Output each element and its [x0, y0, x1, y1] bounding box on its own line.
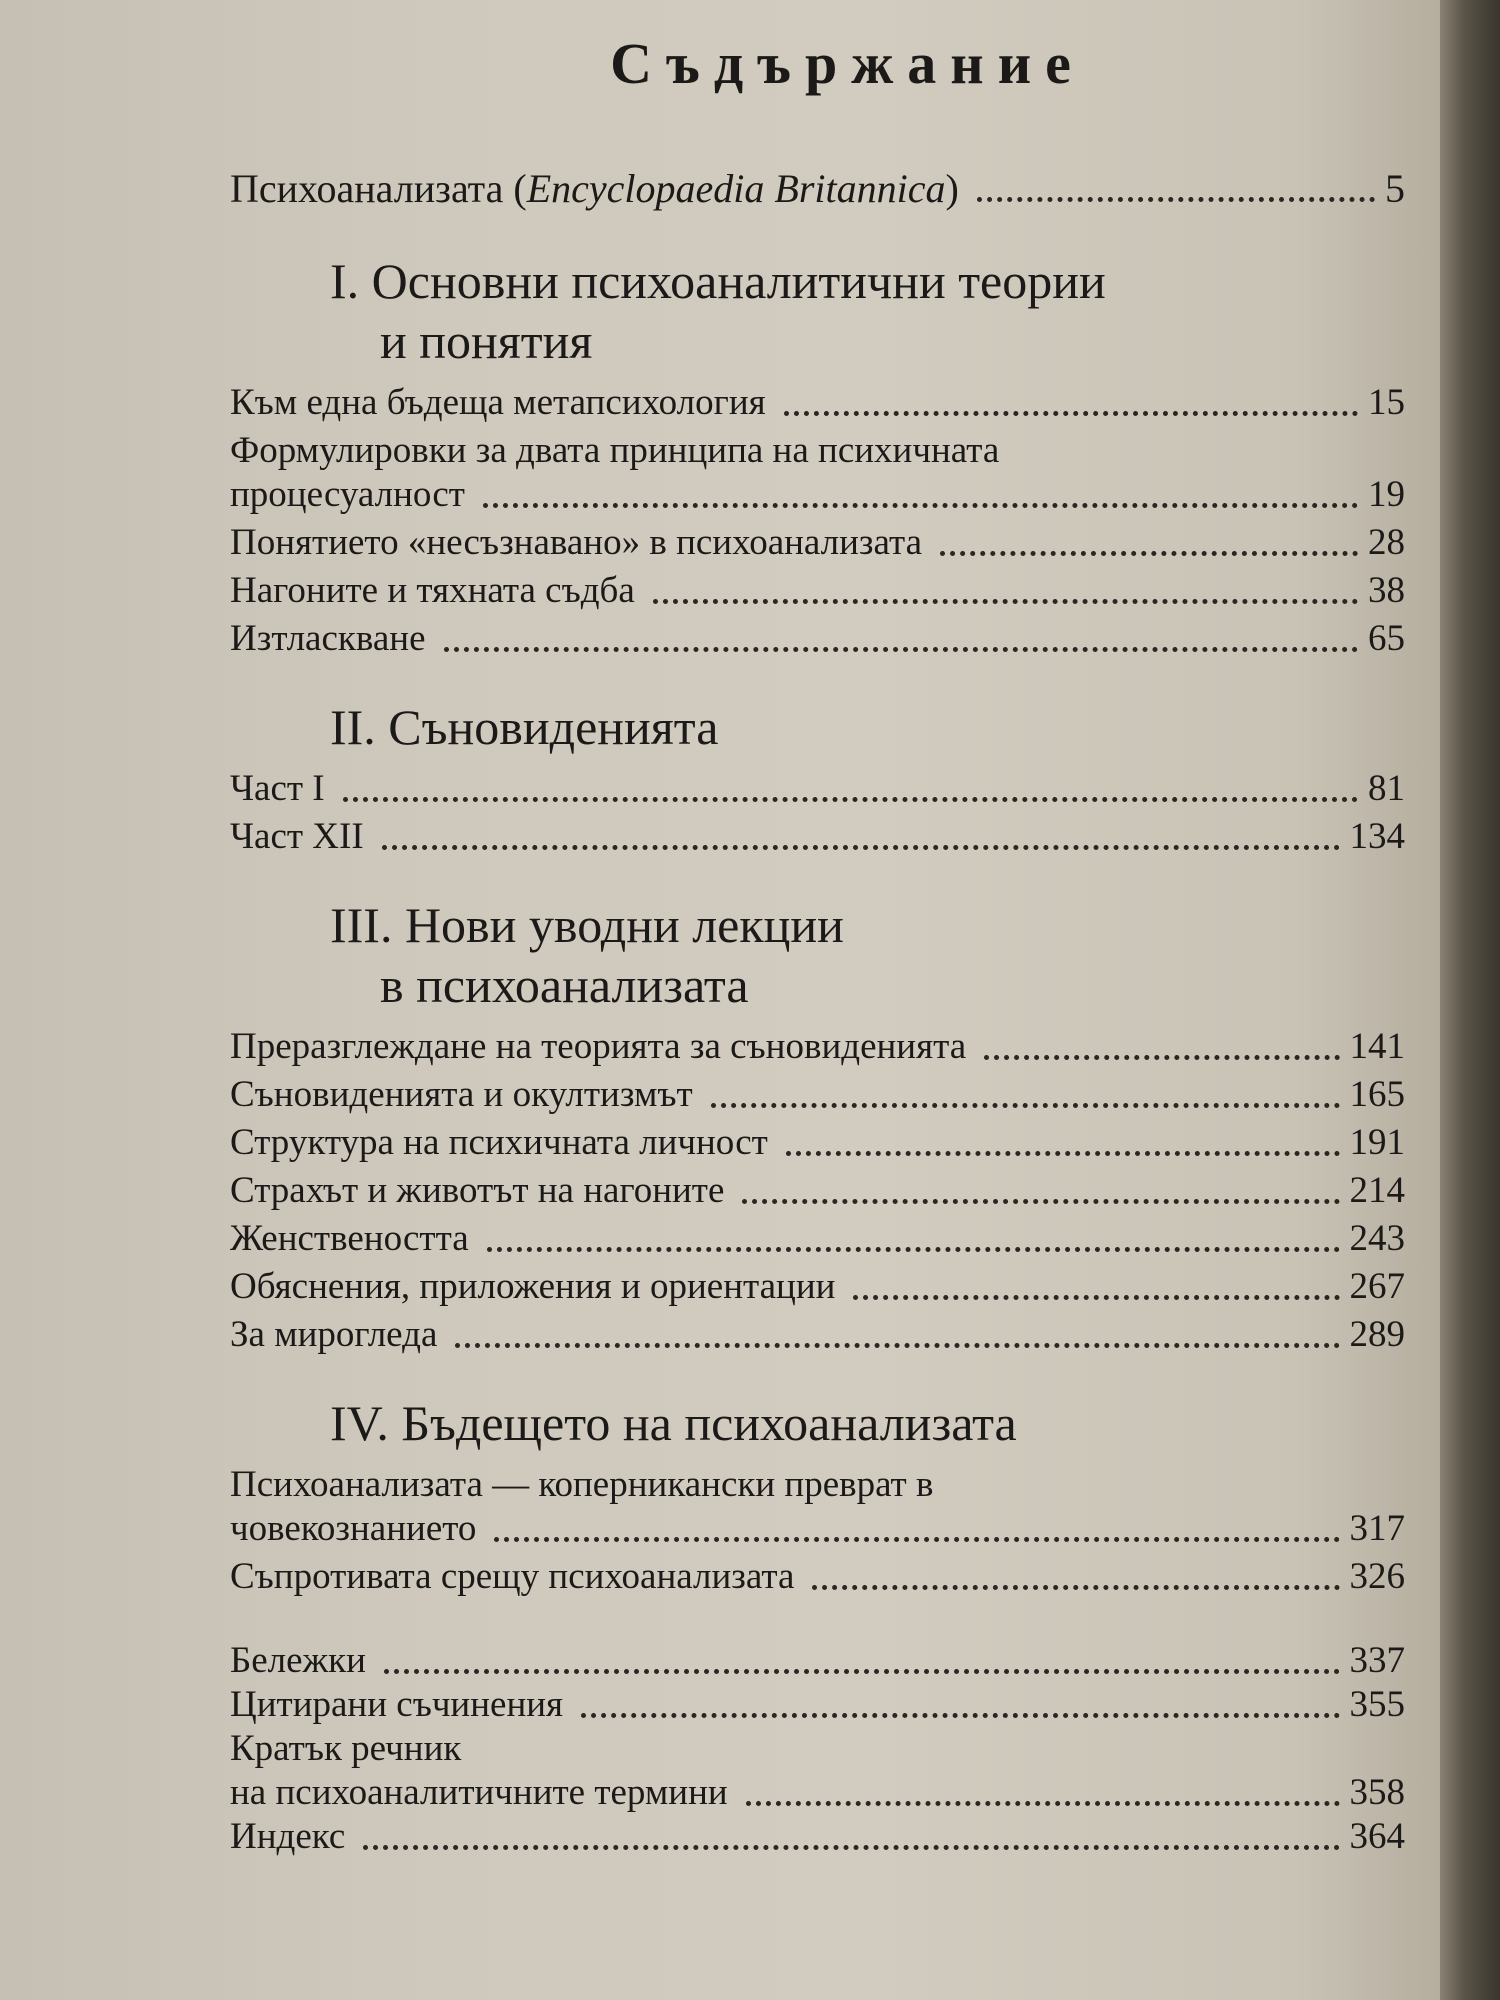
toc-entry[interactable]: [230, 1073, 1405, 1117]
leader-dots: [984, 1055, 1339, 1060]
entry-title-line-1: Кратък речник: [230, 1728, 462, 1769]
entry-title: Сънoвиденията и окултизмът: [230, 1074, 693, 1115]
entry-title: Психоанализата: [230, 166, 504, 211]
intro-entry: [230, 167, 1405, 211]
page-number: 65: [1368, 618, 1405, 659]
leader-dots: [384, 1669, 1340, 1674]
leader-dots: [746, 1801, 1340, 1806]
section-3: [230, 895, 1405, 1357]
section-entries: [230, 1463, 1405, 1599]
section-entries: [230, 767, 1405, 859]
leader-dots: [455, 1343, 1339, 1348]
page-number: 141: [1349, 1026, 1405, 1067]
toc-entry[interactable]: [230, 617, 1405, 661]
entry-title: Съпротивата срещу психоанализата: [230, 1556, 795, 1597]
section-heading: [330, 1393, 1405, 1453]
leader-dots: [977, 197, 1375, 202]
entry-title: Нагоните и тяхната съдба: [230, 570, 635, 611]
leader-dots: [487, 1247, 1340, 1252]
entry-title: Бележки: [230, 1640, 366, 1681]
section-heading-line-2: и понятия: [380, 313, 593, 369]
entry-title: Част XII: [230, 816, 364, 857]
toc-entry[interactable]: [230, 1555, 1405, 1599]
toc-entry[interactable]: [230, 1683, 1405, 1727]
toc-entry[interactable]: [230, 569, 1405, 613]
entry-title-line-2: човекознанието: [230, 1508, 477, 1549]
toc-entry[interactable]: [230, 815, 1405, 859]
leader-dots: [784, 411, 1358, 416]
page-number: 28: [1368, 522, 1405, 563]
toc-entry[interactable]: [230, 1265, 1405, 1309]
page-number: 165: [1349, 1074, 1405, 1115]
page-number: 191: [1349, 1122, 1405, 1163]
section-heading-line-2: в психоанализата: [380, 957, 749, 1013]
page-number: 317: [1349, 1508, 1405, 1549]
page-number: 243: [1349, 1218, 1405, 1259]
leader-dots: [786, 1151, 1340, 1156]
entry-title: Женствеността: [230, 1218, 469, 1259]
section-heading-line-1: II. Сънoвиденията: [330, 699, 719, 755]
leader-dots: [494, 1537, 1339, 1542]
page-number: 358: [1349, 1772, 1405, 1813]
page-number: 38: [1368, 570, 1405, 611]
leader-dots: [343, 797, 1358, 802]
entry-title-line-1: Психоанализата — коперникански преврат в: [230, 1464, 934, 1505]
toc-entry[interactable]: [230, 521, 1405, 565]
toc-entry[interactable]: [230, 1169, 1405, 1213]
toc-entry[interactable]: [230, 1639, 1405, 1683]
page-number: 326: [1349, 1556, 1405, 1597]
page-number: 5: [1385, 166, 1405, 211]
page-number: 364: [1349, 1816, 1405, 1857]
leader-dots: [653, 599, 1358, 604]
page-number: 267: [1349, 1266, 1405, 1307]
leader-dots: [711, 1103, 1340, 1108]
leader-dots: [483, 503, 1358, 508]
page-number: 81: [1368, 768, 1405, 809]
section-entries: [230, 1025, 1405, 1357]
toc-entry-multiline[interactable]: [230, 429, 1405, 517]
entry-title-line-2: процесуалност: [230, 474, 465, 515]
leader-dots: [742, 1199, 1339, 1204]
page-number: 214: [1349, 1170, 1405, 1211]
section-heading-line-1: III. Нови уводни лекции: [330, 897, 844, 953]
entry-title: Изтласкване: [230, 618, 426, 659]
section-heading-line-1: I. Основни психоаналитични теории: [330, 253, 1106, 309]
section-heading-line-1: IV. Бъдещето на психоанализата: [330, 1395, 1017, 1451]
toc-entry-multiline[interactable]: [230, 1727, 1405, 1815]
entry-title: Индекс: [230, 1816, 346, 1857]
toc-entry[interactable]: [230, 1217, 1405, 1261]
page-title: Съдържание: [610, 31, 1085, 96]
page-number: 134: [1349, 816, 1405, 857]
toc-entry-multiline[interactable]: [230, 1463, 1405, 1551]
section-4: [230, 1393, 1405, 1599]
leader-dots: [363, 1845, 1339, 1850]
section-heading: [330, 697, 1405, 757]
toc-entry[interactable]: [230, 1025, 1405, 1069]
section-entries: [230, 381, 1405, 661]
leader-dots: [812, 1585, 1339, 1590]
page-number: 289: [1349, 1314, 1405, 1355]
book-spine: [1440, 0, 1500, 2000]
entry-title: Преразглеждане на теорията за сънoвиденията: [230, 1026, 967, 1067]
entry-title: Понятието «несъзнавано» в психоанализата: [230, 522, 923, 563]
toc-entry[interactable]: [230, 1313, 1405, 1357]
toc-entry[interactable]: [230, 381, 1405, 425]
toc-entry[interactable]: Психоанализата (Encyclopaedia Britannica) 5: [230, 166, 1405, 211]
entry-title: Към една бъдеща метапсихология: [230, 382, 766, 423]
entry-title-line-1: Формулировки за двата принципа на психичната: [230, 430, 1000, 471]
entry-title: Част I: [230, 768, 325, 809]
entry-title: За мирогледа: [230, 1314, 438, 1355]
entry-title-line-2: на психоаналитичните термини: [230, 1772, 728, 1813]
entry-title-italic: Encyclopaedia Britannica: [526, 166, 946, 211]
entry-title: Обяснения, приложения и ориентации: [230, 1266, 836, 1307]
page-number: 337: [1349, 1640, 1405, 1681]
back-matter: [230, 1639, 1405, 1859]
leader-dots: [382, 845, 1340, 850]
section-heading: [330, 895, 1405, 1015]
page-number: 15: [1368, 382, 1405, 423]
entry-title: Страхът и животът на нагоните: [230, 1170, 725, 1211]
section-heading: [330, 251, 1405, 371]
page-number: 19: [1368, 474, 1405, 515]
toc-entry[interactable]: [230, 767, 1405, 811]
leader-dots: [853, 1295, 1339, 1300]
section-2: [230, 697, 1405, 859]
leader-dots: [444, 647, 1359, 652]
entry-title: Структура на психичната личност: [230, 1122, 768, 1163]
leader-dots: [581, 1713, 1339, 1718]
page-number: 355: [1349, 1684, 1405, 1725]
entry-title: Цитирани съчинения: [230, 1684, 564, 1725]
leader-dots: [940, 551, 1358, 556]
section-1: [230, 251, 1405, 661]
toc-entry[interactable]: [230, 1815, 1405, 1859]
toc-entry[interactable]: [230, 1121, 1405, 1165]
table-of-contents: [230, 30, 1405, 1859]
